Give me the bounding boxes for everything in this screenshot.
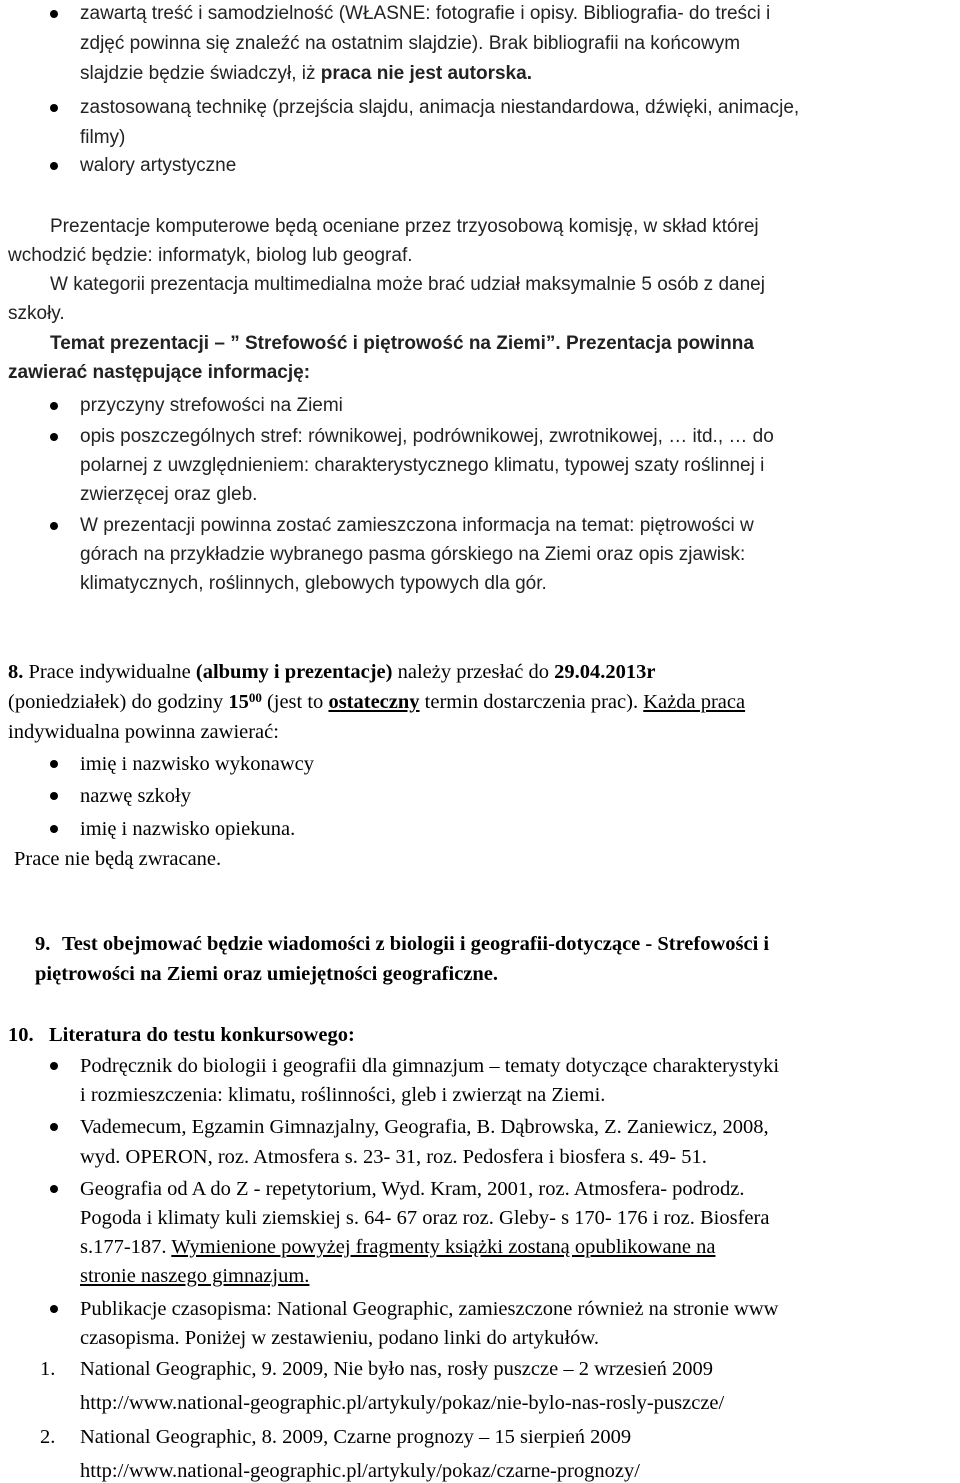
literature-3-line1: Geografia od A do Z - repetytorium, Wyd. Kram, 2001, roz. Atmosfera- podrodz. [80, 1178, 745, 1200]
commission-line2: wchodzić będzie: informatyk, biolog lub geograf. [8, 245, 413, 266]
bullet-icon [50, 10, 58, 18]
topic-item-altitude-line1: W prezentacji powinna zostać zamieszczona informacja na temat: piętrowości w [80, 515, 754, 536]
article-1-title: National Geographic, 9. 2009, Nie było nas, rosły puszcze – 2 wrzesień 2009 [80, 1358, 714, 1380]
section8-footer: Prace nie będą zwracane. [14, 848, 222, 870]
literature-3-line4: stronie naszego gimnazjum. [80, 1265, 310, 1287]
required-item-supervisor: imię i nazwisko opiekuna. [80, 818, 296, 840]
topic-item-zones-line1: opis poszczególnych stref: równikowej, podrównikowej, zwrotnikowej, … itd., … do [80, 426, 774, 447]
section10-number: 10. [8, 1024, 34, 1046]
article-1-number: 1. [40, 1358, 56, 1380]
topic-item-zones-line3: zwierzęcej oraz gleb. [80, 484, 258, 505]
bullet-icon [50, 1185, 58, 1193]
bullet-icon [50, 1305, 58, 1313]
literature-1-line1: Podręcznik do biologii i geografii dla gimnazjum – tematy dotyczące charakterystyki [80, 1055, 780, 1077]
section8-line1: 8. Prace indywidualne (albumy i prezentacje) należy przesłać do 29.04.2013r [8, 661, 656, 683]
literature-4-line1: Publikacje czasopisma: National Geographic, zamieszczone również na stronie www [80, 1298, 779, 1320]
topic-line2: zawierać następujące informację: [8, 362, 311, 383]
criteria-technique-line2: filmy) [80, 127, 126, 148]
article-2-link[interactable]: http://www.national-geographic.pl/artykuly/pokaz/czarne-prognozy/ [80, 1460, 640, 1482]
topic-item-zones-line2: polarnej z uwzględnieniem: charakterystycznego klimatu, typowej szaty roślinnej i [80, 455, 765, 476]
bullet-icon [50, 760, 58, 768]
literature-4-line2: czasopisma. Poniżej w zestawieniu, podano linki do artykułów. [80, 1327, 600, 1349]
bullet-icon [50, 825, 58, 833]
section9-line1: Test obejmować będzie wiadomości z biologii i geografii-dotyczące - Strefowości i [62, 933, 770, 955]
literature-3-line2: Pogoda i klimaty kuli ziemskiej s. 64- 67 oraz roz. Gleby- s 170- 176 i roz. Biosfera [80, 1207, 770, 1229]
literature-2-line1: Vademecum, Egzamin Gimnazjalny, Geografia, B. Dąbrowska, Z. Zaniewicz, 2008, [80, 1116, 769, 1138]
topic-line1: Temat prezentacji – ” Strefowość i piętrowość na Ziemi”. Prezentacja powinna [50, 333, 754, 354]
literature-2-line2: wyd. OPERON, roz. Atmosfera s. 23- 31, roz. Pedosfera i biosfera s. 49- 51. [80, 1146, 707, 1168]
bullet-icon [50, 1062, 58, 1070]
criteria-content-line3: slajdzie będzie świadczył, iż praca nie jest autorska. [80, 63, 532, 84]
bullet-icon [50, 162, 58, 170]
literature-1-line2: i rozmieszczenia: klimatu, roślinności, gleb i zwierząt na Ziemi. [80, 1084, 606, 1106]
topic-item-causes: przyczyny strefowości na Ziemi [80, 395, 343, 416]
bullet-icon [50, 522, 58, 530]
article-2-title: National Geographic, 8. 2009, Czarne prognozy – 15 sierpień 2009 [80, 1426, 632, 1448]
bullet-icon [50, 104, 58, 112]
section8-line2: (poniedziałek) do godziny $15^{00}$ (jest to ostateczny termin dostarczenia prac). Każda praca [8, 690, 746, 713]
bullet-icon [50, 402, 58, 410]
commission-line1: Prezentacje komputerowe będą oceniane przez trzyosobową komisję, w skład której [50, 216, 759, 237]
article-2-number: 2. [40, 1426, 56, 1448]
criteria-artistic: walory artystyczne [80, 155, 237, 176]
bullet-icon [50, 1123, 58, 1131]
section10-title: Literatura do testu konkursowego: [49, 1024, 355, 1046]
topic-item-altitude-line3: klimatycznych, roślinnych, glebowych typowych dla gór. [80, 573, 547, 594]
article-1-link[interactable]: http://www.national-geographic.pl/artykuly/pokaz/nie-bylo-nas-rosly-puszcze/ [80, 1392, 725, 1414]
commission-line4: szkoły. [8, 303, 65, 324]
criteria-technique-line1: zastosowaną technikę (przejścia slajdu, animacja niestandardowa, dźwięki, animacje, [80, 97, 800, 118]
bullet-icon [50, 433, 58, 441]
criteria-content-line2: zdjęć powinna się znaleźć na ostatnim slajdzie). Brak bibliografii na końcowym [80, 33, 741, 54]
bullet-icon [50, 792, 58, 800]
required-item-school: nazwę szkoły [80, 785, 191, 807]
commission-line3: W kategorii prezentacja multimedialna może brać udział maksymalnie 5 osób z danej [50, 274, 765, 295]
section8-line3: indywidualna powinna zawierać: [8, 721, 279, 743]
section9-number: 9. [35, 933, 51, 955]
required-item-author: imię i nazwisko wykonawcy [80, 753, 314, 775]
topic-item-altitude-line2: górach na przykładzie wybranego pasma górskiego na Ziemi oraz opis zjawisk: [80, 544, 746, 565]
criteria-content-line1: zawartą treść i samodzielność (WŁASNE: fotografie i opisy. Bibliografia- do treści i [80, 3, 771, 24]
literature-3-line3: s.177-187. Wymienione powyżej fragmenty książki zostaną opublikowane na [80, 1236, 716, 1258]
section9-line2: piętrowości na Ziemi oraz umiejętności geograficzne. [35, 963, 499, 985]
